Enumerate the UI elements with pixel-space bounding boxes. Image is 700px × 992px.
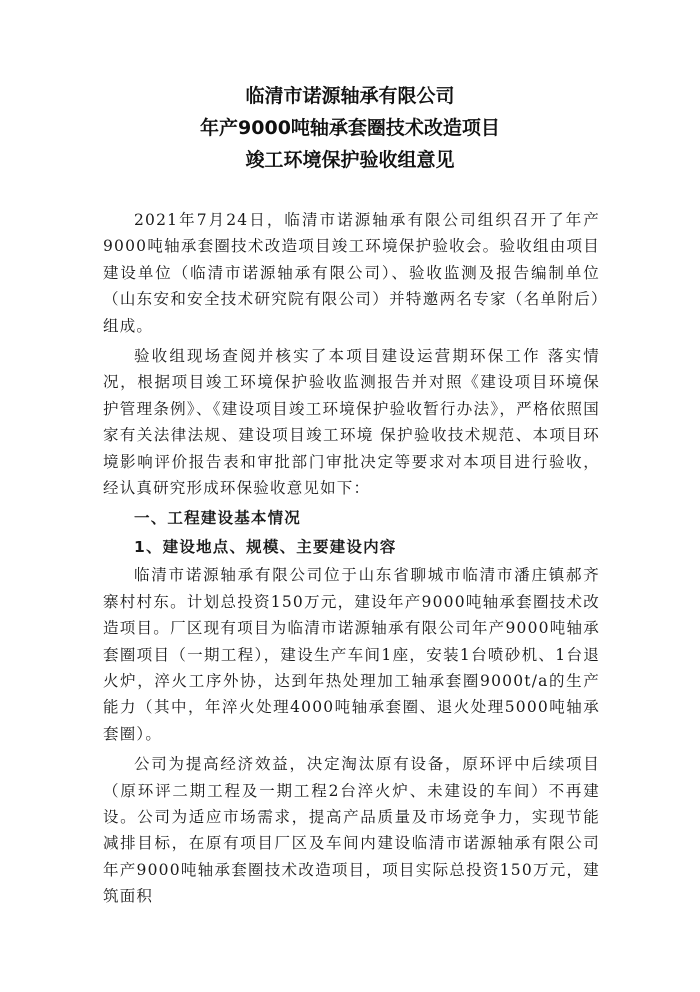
title-project-name: 年产9000吨轴承套圈技术改造项目 — [200, 117, 500, 139]
document-title — [0, 84, 700, 180]
title-company-name: 临清市诺源轴承有限公司 — [245, 85, 455, 107]
section-heading: 一、工程建设基本情况 — [134, 509, 302, 528]
paragraph-meeting-summary: 2021年7月24日，临清市诺源轴承有限公司组织召开了年产9000吨轴承套圈技术改造项目竣工环境保护验收会。验收组由项目建设单位（临清市诺源轴承有限公司）、验收监测及报告编制单位（山东安和安全技术研究院有限公司）并特邀两名专家（名单附后）组成。 — [103, 211, 600, 335]
paragraph-verification-basis: 验收组现场查阅并核实了本项目建设运营期环保工作 落实情况，根据项目竣工环境保护验收监测报告并对照《建设项目环境保护管理条例》、《建设项目竣工环境保护验收暂行办法》，严格依照国家有关法律法规、建设项目竣工环境 保护验收技术规范、本项目环境影响评价报告表和审批部门审批决定等要求对本项目进行验收，经认真研究形成环保验收意见如下： — [103, 347, 600, 498]
title-document-type: 竣工环境保护验收组意见 — [245, 149, 455, 171]
paragraph-technical-renovation: 公司为提高经济效益，决定淘汰原有设备，原环评中后续项目（原环评二期工程及一期工程2台淬火炉、未建设的车间）不再建设。公司为适应市场需求，提高产品质量及市场竞争力，实现节能减排目标，在原有项目厂区及车间内建设临清市诺源轴承有限公司年产9000吨轴承套圈技术改造项目，项目实际总投资150万元，建筑面积 — [103, 755, 600, 906]
subsection-heading: 1、建设地点、规模、主要建设内容 — [134, 537, 397, 556]
paragraph-project-location: 临清市诺源轴承有限公司位于山东省聊城市临清市潘庄镇郝齐寨村村东。计划总投资150万元，建设年产9000吨轴承套圈技术改造项目。厂区现有项目为临清市诺源轴承有限公司年产9000吨轴承套圈项目（一期工程），建设生产车间1座，安装1台喷砂机、1台退火炉，淬火工序外协，达到年热处理加工轴承套圈9000t/a的生产能力（其中，年淬火处理4000吨轴承套圈、退火处理5000吨轴承套圈）。 — [103, 566, 600, 743]
document-body — [103, 207, 600, 914]
